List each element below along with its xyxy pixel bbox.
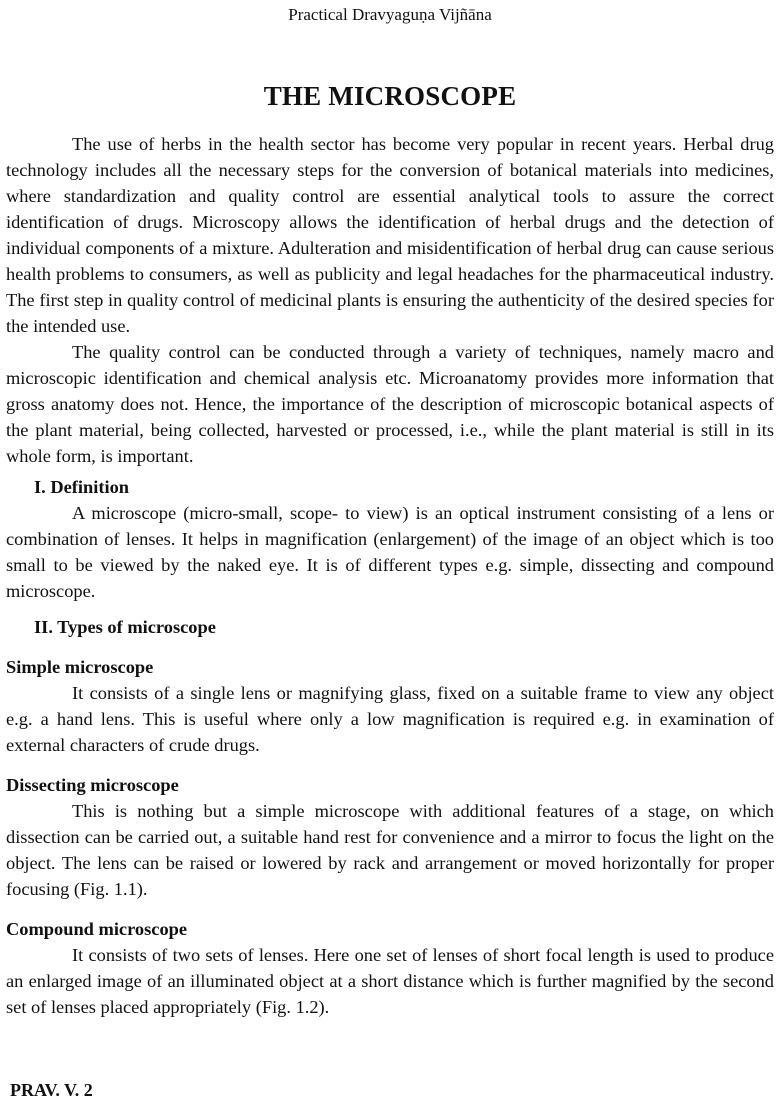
chapter-title: THE MICROSCOPE — [263, 81, 517, 111]
running-head: Practical Dravyaguṇa Vijñāna — [288, 5, 492, 24]
dissecting-microscope-heading: Dissecting microscope — [6, 775, 179, 795]
signature-mark: PRAV. V. 2 — [10, 1080, 93, 1100]
body-text — [6, 131, 774, 1020]
intro-paragraph-1: The use of herbs in the health sector has become very popular in recent years. Herbal drug technology includes all the necessary steps for the conversion of botanical materials into medicines, where standardization and quality control are essential analytical tools to assure the correct identification of drugs. Microscopy allows the identification of herbal drugs and the detection of individual components of a mixture. Adulteration and misidentification of herbal drug can cause serious health problems to consumers, as well as publicity and legal headaches for the pharmaceutical industry. The first step in quality control of medicinal plants is ensuring the authenticity of the desired species for the intended use. — [6, 134, 774, 336]
compound-microscope-heading: Compound microscope — [6, 919, 188, 939]
intro-paragraph-2: The quality control can be conducted through a variety of techniques, namely macro and microscopic identification and chemical analysis etc. Microanatomy provides more information that gross anatomy does not. Hence, the importance of the description of microscopic botanical aspects of the plant material, being collected, harvested or processed, i.e., while the plant material is still in its whole form, is important. — [6, 342, 774, 466]
dissecting-microscope-paragraph: This is nothing but a simple microscope with additional features of a stage, on which dissection can be carried out, a suitable hand rest for convenience and a mirror to focus the light on the object. The lens can be raised or lowered by rack and arrangement or moved horizontally for proper focusing (Fig. 1.1). — [6, 801, 774, 899]
simple-microscope-heading: Simple microscope — [6, 657, 154, 677]
types-heading: II. Types of microscope — [34, 617, 216, 637]
definition-heading: I. Definition — [34, 477, 130, 497]
simple-microscope-paragraph: It consists of a single lens or magnifying glass, fixed on a suitable frame to view any object e.g. a hand lens. This is useful where only a low magnification is required e.g. in examination of external characters of crude drugs. — [6, 683, 774, 755]
compound-microscope-paragraph: It consists of two sets of lenses. Here one set of lenses of short focal length is used to produce an enlarged image of an illuminated object at a short distance which is further magnified by the second set of lenses placed appropriately (Fig. 1.2). — [6, 945, 774, 1017]
definition-paragraph: A microscope (micro-small, scope- to view) is an optical instrument consisting of a lens or combination of lenses. It helps in magnification (enlargement) of the image of an object which is too small to be viewed by the naked eye. It is of different types e.g. simple, dissecting and compound microscope. — [6, 503, 774, 601]
